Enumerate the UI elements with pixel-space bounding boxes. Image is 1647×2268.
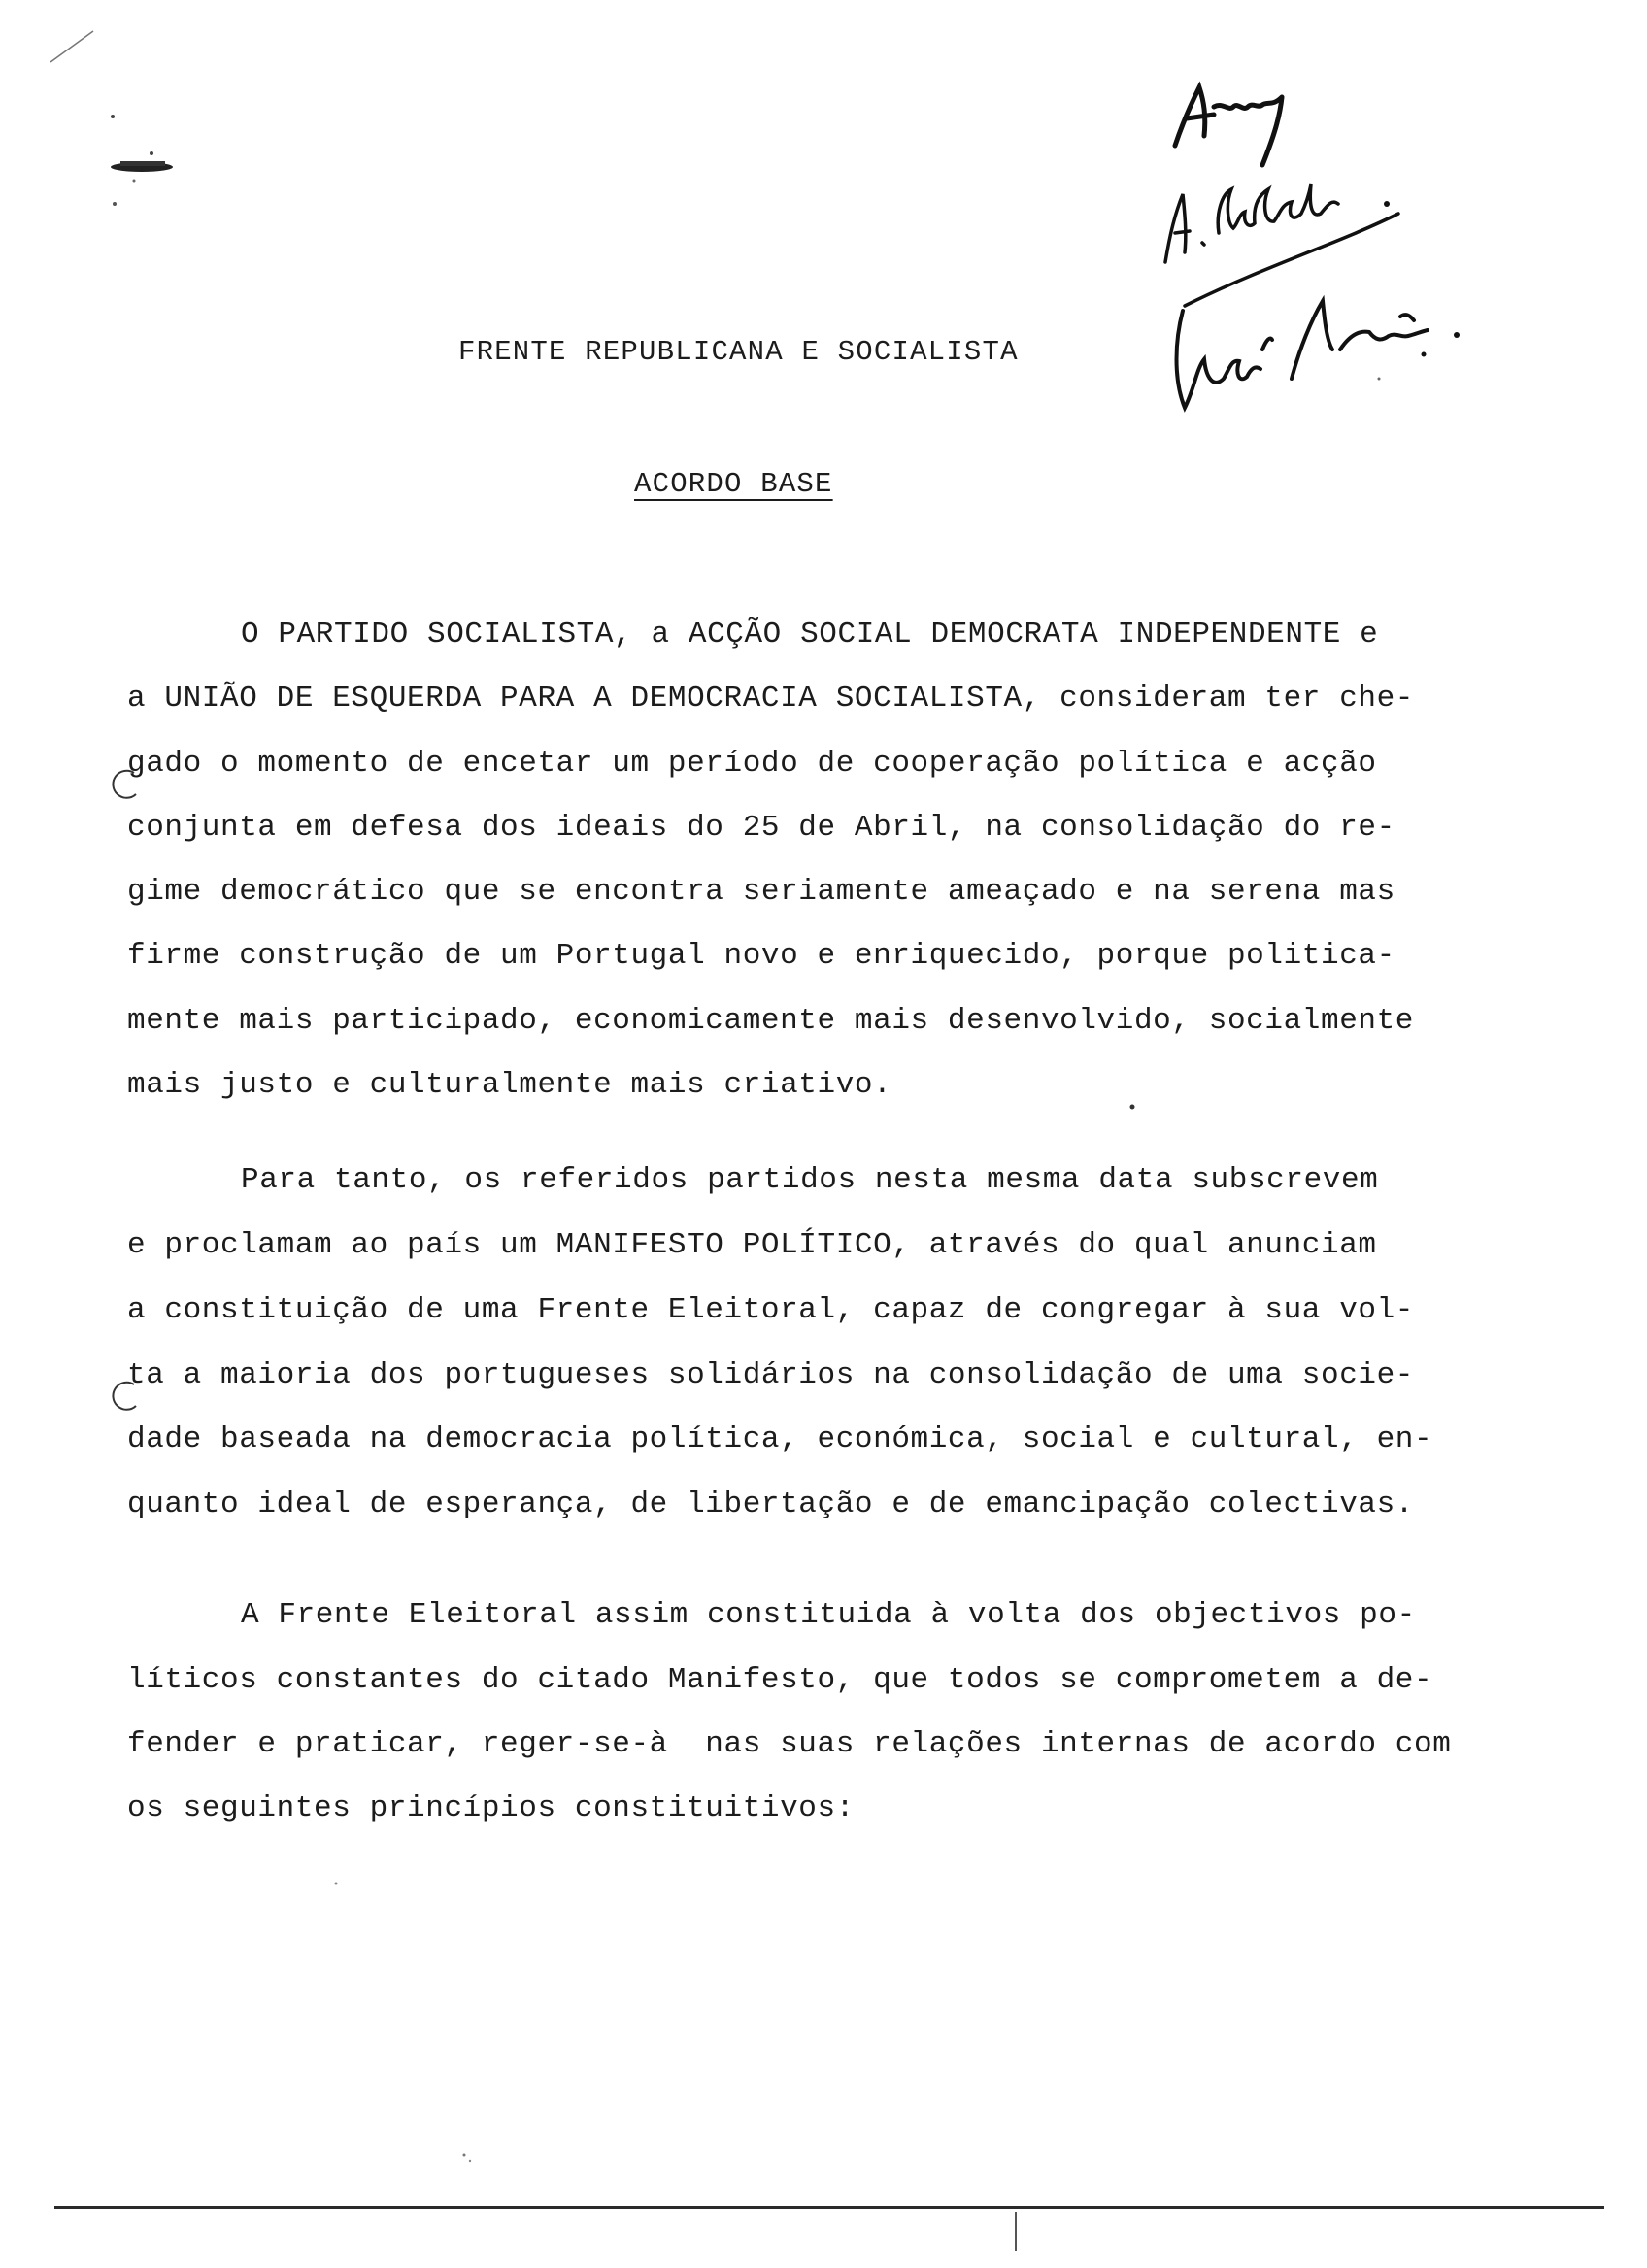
scan-artifact-slash — [49, 27, 97, 66]
paragraph-3-line: fender e praticar, reger-se-à nas suas relações internas de acordo com — [127, 1727, 1452, 1761]
punch-hole-icon — [109, 1379, 142, 1412]
paragraph-1-line: a UNIÃO DE ESQUERDA PARA A DEMOCRACIA SOCIALISTA, consideram ter che- — [127, 682, 1415, 716]
paragraph-1-line: gado o momento de encetar um período de cooperação política e acção — [127, 747, 1377, 781]
paragraph-3-line: líticos constantes do citado Manifesto, que todos se comprometem a de- — [127, 1663, 1433, 1697]
punch-hole-icon — [109, 767, 142, 800]
paragraph-1-line: mais justo e culturalmente mais criativo. — [127, 1068, 892, 1102]
paragraph-2-line: Para tanto, os referidos partidos nesta mesma data subscrevem — [241, 1163, 1379, 1197]
paragraph-2-line: quanto ideal de esperança, de libertação e de emancipação colectivas. — [127, 1487, 1415, 1521]
paragraph-2-line: dade baseada na democracia política, económica, social e cultural, en- — [127, 1422, 1433, 1456]
paragraph-2-line: ta a maioria dos portugueses solidários na consolidação de uma socie- — [127, 1358, 1415, 1392]
handwritten-signatures — [1146, 58, 1534, 427]
scan-artifact-smudge — [84, 107, 200, 214]
paragraph-1-line: gime democrático que se encontra seriamente ameaçado e na serena mas — [127, 875, 1395, 909]
paragraph-1-line: firme construção de um Portugal novo e enriquecido, porque politica- — [127, 939, 1395, 973]
paragraph-1-line: mente mais participado, economicamente mais desenvolvido, socialmente — [127, 1004, 1415, 1038]
paragraph-3-line: A Frente Eleitoral assim constituida à volta dos objectivos po- — [241, 1598, 1416, 1632]
scan-artifact-specks — [291, 1087, 1262, 2175]
document-subtitle: ACORDO BASE — [634, 468, 833, 500]
paragraph-2-line: e proclamam ao país um MANIFESTO POLÍTICO, através do qual anunciam — [127, 1228, 1377, 1262]
paragraph-1-line: conjunta em defesa dos ideais do 25 de Abril, na consolidação do re- — [127, 811, 1395, 845]
paragraph-1-line: O PARTIDO SOCIALISTA, a ACÇÃO SOCIAL DEMOCRATA INDEPENDENTE e — [241, 617, 1379, 651]
document-header-title: FRENTE REPUBLICANA E SOCIALISTA — [458, 336, 1019, 368]
page-bottom-tick — [1015, 2212, 1017, 2251]
paragraph-3-line: os seguintes princípios constituitivos: — [127, 1791, 855, 1825]
page-bottom-rule — [54, 2206, 1604, 2209]
paragraph-2-line: a constituição de uma Frente Eleitoral, capaz de congregar à sua vol- — [127, 1293, 1415, 1327]
